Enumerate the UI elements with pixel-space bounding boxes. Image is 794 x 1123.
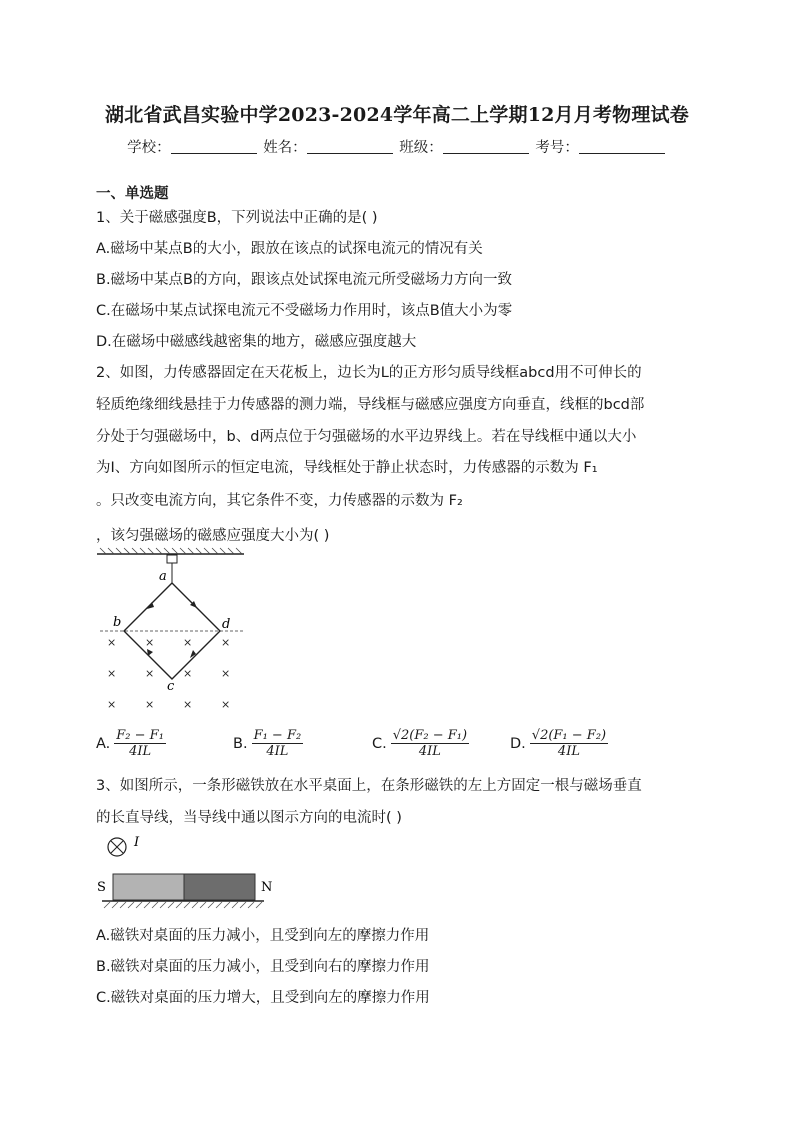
svg-text:×: × <box>221 698 231 711</box>
student-info-row <box>0 136 794 157</box>
q1-option-d: D.在磁场中磁感线越密集的地方，磁感应强度越大 <box>96 334 417 350</box>
q2-line-4: 为I、方向如图所示的恒定电流，导线框处于静止状态时，力传感器的示数为 F₁ <box>96 460 598 476</box>
q2-figure <box>92 546 252 716</box>
label-a: a <box>159 569 167 584</box>
n-pole-label: N <box>261 880 273 895</box>
page-title: 湖北省武昌实验中学2023-2024学年高二上学期12月月考物理试卷 <box>105 104 689 126</box>
svg-text:×: × <box>145 698 155 711</box>
svg-text:×: × <box>183 698 193 711</box>
name-blank[interactable] <box>307 139 393 154</box>
q2-line-5: 。只改变电流方向，其它条件不变，力传感器的示数为 F₂ <box>96 493 463 509</box>
q2-line-3: 分处于匀强磁场中，b、d两点位于匀强磁场的水平边界线上。若在导线框中通以大小 <box>96 429 637 445</box>
svg-text:×: × <box>107 667 117 680</box>
svg-text:×: × <box>107 698 117 711</box>
label-b: b <box>113 615 122 630</box>
section-heading: 一、单选题 <box>96 186 169 202</box>
q2-option-a: A. $\frac{\text{F₂ − F₁}}{4IL}$ <box>96 728 164 759</box>
svg-text:×: × <box>183 636 193 649</box>
q2-option-d: D. $\frac{\text{√2(F₁ − F₂)}}{4IL}$ <box>510 728 607 759</box>
svg-text:×: × <box>145 667 155 680</box>
q1-option-a: A.磁场中某点B的大小，跟放在该点的试探电流元的情况有关 <box>96 241 483 257</box>
school-blank[interactable] <box>171 139 257 154</box>
svg-text:×: × <box>107 636 117 649</box>
class-label: 班级： <box>399 140 443 156</box>
q2-line-6: ，该匀强磁场的磁感应强度大小为( ) <box>96 528 330 544</box>
q3-option-c: C.磁铁对桌面的压力增大，且受到向左的摩擦力作用 <box>96 990 430 1006</box>
q2-option-c: C. $\frac{\text{√2(F₂ − F₁)}}{4IL}$ <box>372 728 468 759</box>
name-label: 姓名： <box>263 140 307 156</box>
table-hatch <box>104 902 262 908</box>
current-label: I <box>134 835 140 850</box>
q3-figure <box>92 832 282 914</box>
class-blank[interactable] <box>443 139 529 154</box>
q3-option-b: B.磁铁对桌面的压力减小，且受到向右的摩擦力作用 <box>96 959 430 975</box>
exam-number-blank[interactable] <box>579 139 665 154</box>
q1-option-c: C.在磁场中某点试探电流元不受磁场力作用时，该点B值大小为零 <box>96 303 513 319</box>
s-pole-label: S <box>97 880 106 895</box>
q3-line-1: 3、如图所示，一条形磁铁放在水平桌面上，在条形磁铁的左上方固定一根与磁场垂直 <box>96 778 642 794</box>
q3-line-2: 的长直导线，当导线中通以图示方向的电流时( ) <box>96 810 402 826</box>
label-c: c <box>167 679 175 694</box>
force-sensor <box>167 555 177 563</box>
svg-text:×: × <box>145 636 155 649</box>
q2-line-1: 2、如图，力传感器固定在天花板上，边长为L的正方形匀质导线框abcd用不可伸长的 <box>96 365 642 381</box>
svg-text:×: × <box>221 667 231 680</box>
svg-text:×: × <box>183 667 193 680</box>
q1-stem: 1、关于磁感强度B，下列说法中正确的是( ) <box>96 210 378 226</box>
school-label: 学校： <box>127 140 171 156</box>
ceiling-hatch <box>100 548 242 554</box>
current-arrow-ab <box>147 602 154 609</box>
label-d: d <box>222 617 231 632</box>
q3-option-a: A.磁铁对桌面的压力减小，且受到向左的摩擦力作用 <box>96 928 430 944</box>
magnetic-field-crosses <box>107 636 230 711</box>
current-arrow-bc <box>147 649 153 656</box>
q1-option-b: B.磁场中某点B的方向，跟该点处试探电流元所受磁场力方向一致 <box>96 272 513 288</box>
magnet-s-half <box>113 874 184 900</box>
svg-text:×: × <box>221 636 231 649</box>
q2-line-2: 轻质绝缘细线悬挂于力传感器的测力端，导线框与磁感应强度方向垂直，线框的bcd部 <box>96 397 645 413</box>
exam-number-label: 考号： <box>535 140 579 156</box>
q2-option-b: B. $\frac{\text{F₁ − F₂}}{4IL}$ <box>233 728 302 759</box>
magnet-n-half <box>184 874 255 900</box>
